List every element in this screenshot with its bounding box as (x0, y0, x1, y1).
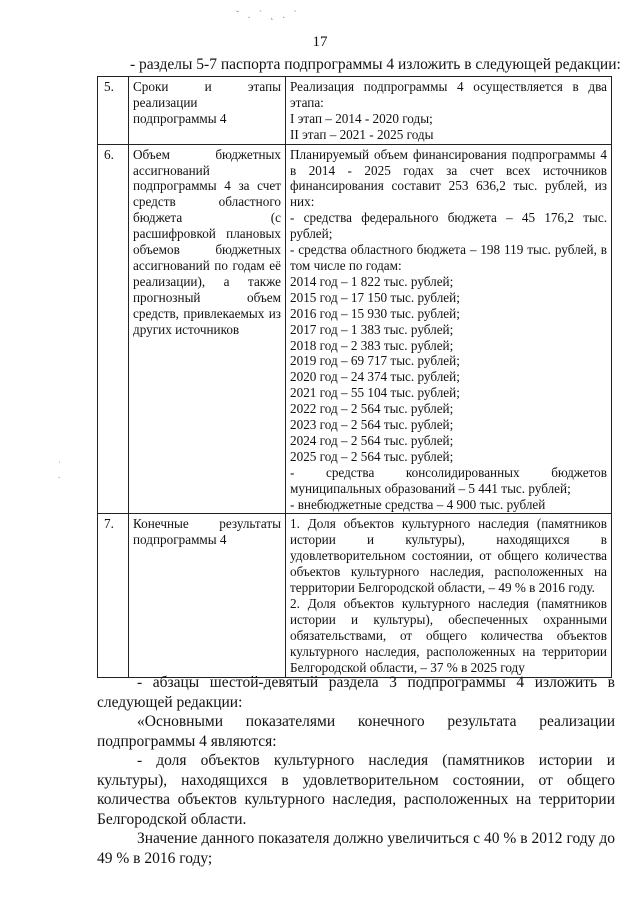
paragraph: Значение данного показателя должно увеличиться с 40 % в 2012 году до 49 % в 2016 году; (97, 830, 615, 867)
content-line: I этап – 2014 - 2020 годы; (290, 110, 433, 126)
paragraph: - абзацы шестой-девятый раздела 3 подпрограммы 4 изложить в следующей редакции: (97, 674, 615, 711)
row-number: 5. (98, 77, 129, 145)
row-title: Сроки и этапы реализации подпрограммы 4 (129, 77, 286, 145)
content-line: 2016 год – 15 930 тыс. рублей; (290, 305, 460, 321)
row-content (286, 77, 612, 145)
content-line: Реализация подпрограммы 4 осуществляется в два этапа: (290, 79, 607, 110)
row-title: Объем бюджетных ассигнований подпрограммы 4 за счет средств областного бюджета (с расшифровкой плановых объемов бюджетных ассигнований по годам её реализации), а также прогнозный объем средств, привлекаемых из других источников (129, 144, 286, 514)
content-line: 2023 год – 2 564 тыс. рублей; (290, 417, 454, 433)
row-content (286, 514, 612, 677)
row-number: 7. (98, 514, 129, 677)
paragraph: «Основными показателями конечного результата реализации подпрограммы 4 являются: (97, 713, 615, 750)
content-line: 2017 год – 1 383 тыс. рублей; (290, 321, 454, 337)
content-line: 2022 год – 2 564 тыс. рублей; (290, 401, 454, 417)
content-line: 2014 год – 1 822 тыс. рублей; (290, 273, 454, 289)
content-line: 2019 год – 69 717 тыс. рублей; (290, 353, 460, 369)
content-line: - внебюджетные средства – 4 900 тыс. рублей (290, 496, 546, 512)
passport-table (97, 76, 612, 678)
table-row (98, 77, 612, 145)
content-line: - средства консолидированных бюджетов муниципальных образований – 5 441 тыс. рублей; (290, 464, 607, 496)
table-row (98, 514, 612, 677)
scan-artifact: ˘ . ` ˛ . ` (236, 10, 300, 21)
content-line: Планируемый объем финансирования подпрограммы 4 в 2014 - 2025 годах за счет всех источников финансирования составит 253 636,2 тыс. рублей, из них: (290, 146, 607, 210)
amendment-text (97, 673, 615, 868)
row-number: 6. (98, 144, 129, 514)
content-line: - средства федерального бюджета – 45 176,2 тыс. рублей; (290, 210, 607, 242)
row-title: Конечные результаты подпрограммы 4 (129, 514, 286, 677)
page-number: 17 (312, 34, 328, 50)
content-line: 2024 год – 2 564 тыс. рублей; (290, 432, 454, 448)
content-line: 1. Доля объектов культурного наследия (памятников истории и культуры), находящихся в удовлетворительном состоянии, от общего количества объектов культурного наследия, расположенных на территории Белгородской области, – 49 % в 2016 году. (290, 516, 607, 596)
table-row (98, 144, 612, 514)
content-line: 2015 год – 17 150 тыс. рублей; (290, 289, 460, 305)
paragraph: - доля объектов культурного наследия (памятников истории и культуры), находящихся в удовлетворительном состоянии, от общего количества объектов культурного наследия, расположенных на территории Белгородской области. (97, 752, 615, 828)
scan-artifact: ˙ . (58, 460, 61, 480)
content-line: II этап – 2021 - 2025 годы (290, 126, 434, 142)
content-line: 2025 год – 2 564 тыс. рублей; (290, 448, 454, 464)
intro-line: - разделы 5-7 паспорта подпрограммы 4 изложить в следующей редакции: (130, 56, 621, 73)
content-line: 2. Доля объектов культурного наследия (памятников истории и культуры), обеспеченных охранными обязательствами, от общего количества объектов культурного наследия, расположенных на территории Белгородской области, – 37 % в 2025 году (290, 596, 607, 675)
content-line: - средства областного бюджета – 198 119 тыс. рублей, в том числе по годам: (290, 242, 607, 273)
content-line: 2021 год – 55 104 тыс. рублей; (290, 385, 460, 401)
row-content (286, 144, 612, 514)
content-line: 2020 год – 24 374 тыс. рублей; (290, 369, 460, 385)
content-line: 2018 год – 2 383 тыс. рублей; (290, 337, 454, 353)
